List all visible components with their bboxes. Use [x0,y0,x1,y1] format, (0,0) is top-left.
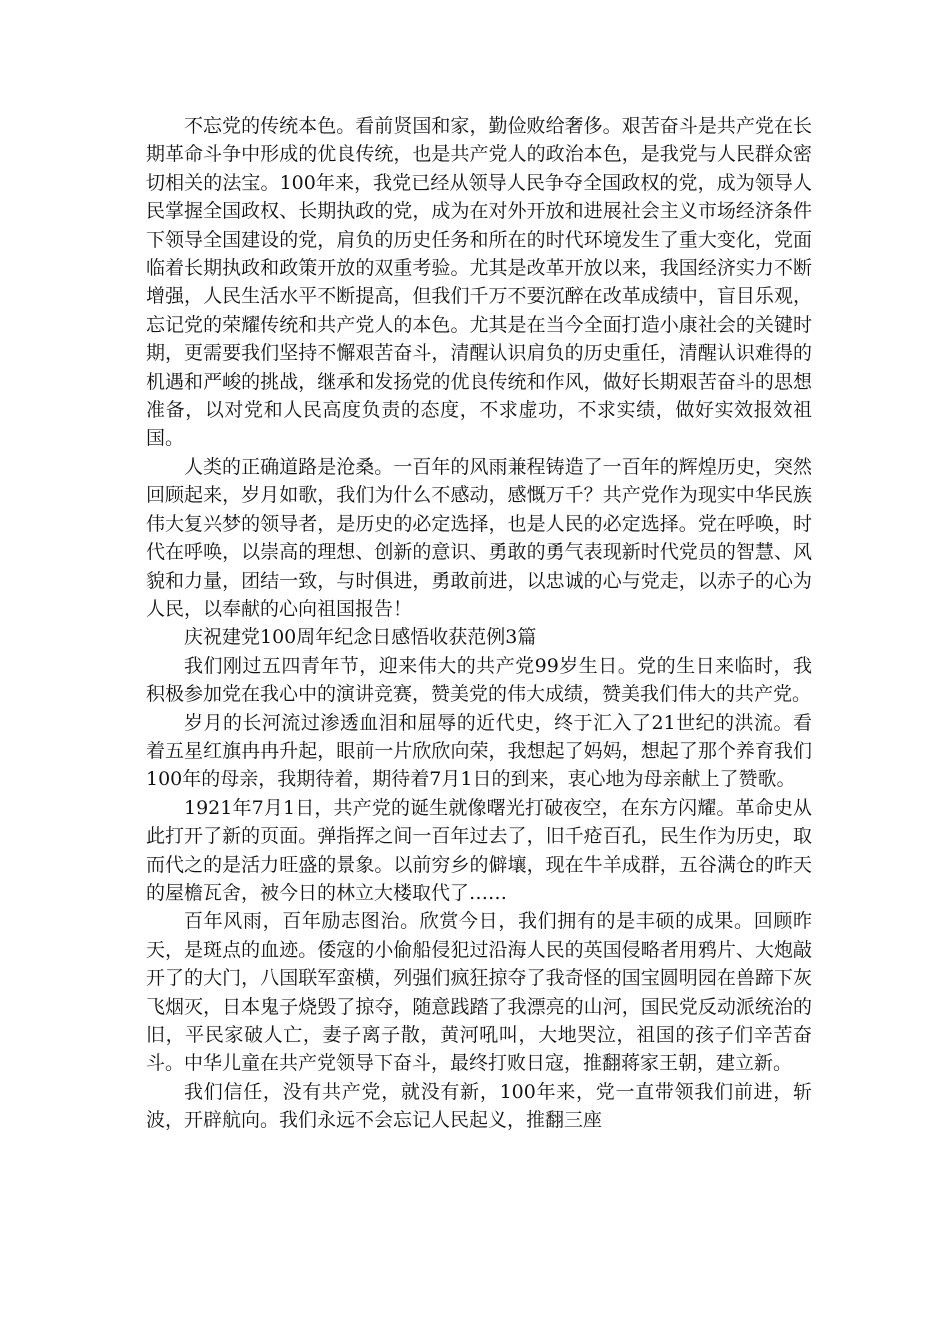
paragraph-7: 我们信任，没有共产党，就没有新，100年来，党一直带领我们前进，斩波，开辟航向。我们永远不会忘记人民起义，推翻三座 [146,1080,812,1132]
document-page [146,112,812,1135]
section-heading: 庆祝建党100周年纪念日感悟收获范例3篇 [184,626,537,649]
paragraph-1: 不忘党的传统本色。看前贤国和家，勤俭败给奢侈。艰苦奋斗是共产党在长期革命斗争中形成的优良传统，也是共产党人的政治本色，是我党与人民群众密切相关的法宝。100年来，我党已经从领导人民争夺全国政权的党，成为领导人民掌握全国政权、长期执政的党，成为在对外开放和进展社会主义市场经济条件下领导全国建设的党，肩负的历史任务和所在的时代环境发生了重大变化，党面临着长期执政和政策开放的双重考验。尤其是改革开放以来，我国经济实力不断增强，人民生活水平不断提高，但我们千万不要沉醉在改革成绩中，盲目乐观，忘记党的荣耀传统和共产党人的本色。尤其是在当今全面打造小康社会的关键时期，更需要我们坚持不懈艰苦奋斗，清醒认识肩负的历史重任，清醒认识难得的机遇和严峻的挑战，继承和发扬党的优良传统和作风，做好长期艰苦奋斗的思想准备，以对党和人民高度负责的态度，不求虚功，不求实绩，做好实效报效祖国。 [146,115,812,450]
paragraph-3: 我们刚过五四青年节，迎来伟大的共产党99岁生日。党的生日来临时，我积极参加党在我心中的演讲竞赛，赞美党的伟大成绩，赞美我们伟大的共产党。 [146,654,812,706]
paragraph-2: 人类的正确道路是沧桑。一百年的风雨兼程铸造了一百年的辉煌历史，突然回顾起来，岁月如歌，我们为什么不感动，感慨万千？共产党作为现实中华民族伟大复兴梦的领导者，是历史的必定选择，也是人民的必定选择。党在呼唤，时代在呼唤，以崇高的理想、创新的意识、勇敢的勇气表现新时代党员的智慧、风貌和力量，团结一致，与时俱进，勇敢前进，以忠诚的心与党走，以赤子的心为人民，以奉献的心向祖国报告！ [146,455,812,620]
paragraph-6: 百年风雨，百年励志图治。欣赏今日，我们拥有的是丰硕的成果。回顾昨天，是斑点的血迹。倭寇的小偷船侵犯过沿海人民的英国侵略者用鸦片、大炮敲开了的大门，八国联军蛮横，列强们疯狂掠夺了我奇怪的国宝圆明园在兽蹄下灰飞烟灭，日本鬼子烧毁了掠夺，随意践踏了我漂亮的山河，国民党反动派统治的旧，平民家破人亡，妻子离子散，黄河吼叫，大地哭泣，祖国的孩子们辛苦奋斗。中华儿童在共产党领导下奋斗，最终打败日寇，推翻蒋家王朝，建立新。 [146,910,812,1075]
paragraph-4: 岁月的长河流过渗透血泪和屈辱的近代史，终于汇入了21世纪的洪流。看着五星红旗冉冉升起，眼前一片欣欣向荣，我想起了妈妈，想起了那个养育我们100年的母亲，我期待着，期待着7月1日的到来，衷心地为母亲献上了赞歌。 [146,711,812,791]
paragraph-5: 1921年7月1日，共产党的诞生就像曙光打破夜空，在东方闪耀。革命史从此打开了新的页面。弹指挥之间一百年过去了，旧千疮百孔，民生作为历史，取而代之的是活力旺盛的景象。以前穷乡的僻壤，现在牛羊成群，五谷满仓的昨天的屋檐瓦舍，被今日的林立大楼取代了…… [146,796,812,904]
